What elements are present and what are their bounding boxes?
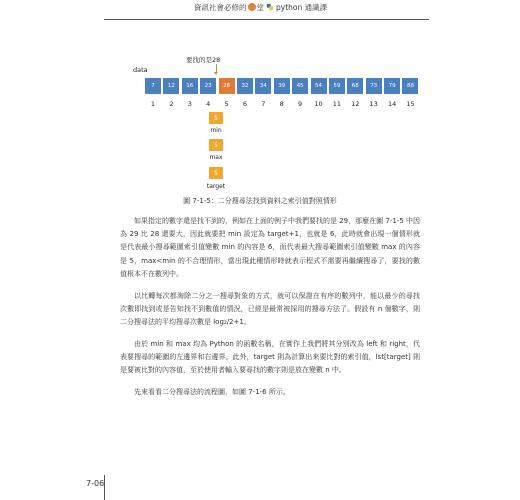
index-label: 15 bbox=[406, 100, 415, 108]
index-label: 14 bbox=[387, 100, 397, 108]
index-label: 9 bbox=[298, 100, 303, 108]
index-label: 4 bbox=[206, 100, 211, 108]
index-label: 1 bbox=[150, 100, 156, 108]
min-value-box: 5 bbox=[209, 112, 223, 124]
title-mid: 堂 bbox=[256, 3, 264, 12]
index-label: 10 bbox=[314, 100, 323, 108]
binary-search-figure bbox=[0, 0, 520, 215]
array-cell: 59 bbox=[329, 78, 345, 94]
target-arrow bbox=[216, 64, 217, 73]
array-cell: 39 bbox=[274, 78, 290, 94]
array-cell: 88 bbox=[402, 78, 418, 94]
index-label: 6 bbox=[242, 100, 248, 108]
index-label: 12 bbox=[351, 100, 360, 108]
index-label: 8 bbox=[279, 100, 284, 108]
data-label: data bbox=[133, 66, 148, 74]
paragraph-2: 以比轉每次都淘除二分之一搜尋對象的方式，就可以保證在有序的數列中，能以最少的尋找次數即找到或是告知找不到數值的情況，已經是最常被採用的搜尋方法了。假設有 n 個數字，則二分搜尋法的平均搜尋次數是 log₂/2+1。 bbox=[120, 292, 420, 327]
figure-caption: 圖 7-1-5：二分搜尋法找到資料之索引值對照情形 bbox=[183, 197, 337, 205]
data-array bbox=[145, 78, 421, 94]
max-label: max bbox=[209, 154, 223, 161]
array-cell-highlighted: 28 bbox=[219, 78, 235, 94]
index-label: 7 bbox=[261, 100, 266, 108]
title-right: python 通識課 bbox=[276, 3, 328, 12]
array-cell: 23 bbox=[200, 78, 216, 94]
title-left: 資訊社會必修的 bbox=[194, 3, 247, 12]
array-cell: 16 bbox=[182, 78, 198, 94]
array-cell: 68 bbox=[347, 78, 363, 94]
page-number: 7-06 bbox=[86, 479, 105, 488]
index-label: 2 bbox=[169, 100, 174, 108]
array-cell: 54 bbox=[311, 78, 327, 94]
min-label: min bbox=[210, 127, 222, 134]
index-label: 13 bbox=[369, 100, 378, 108]
paragraph-1: 如果指定的數字還是找不到的，例如在上面的例子中我們要找的是 29，那麼在圖 7-1-5 中因為 29 比 28 還要大，因此就要把 min 設定為 target+1，也就是 6，此時就會出現一個情形就是代表最小搜尋範圍索引值變數 min 的內容是 6，而代表最大搜尋範圍索引值變數 max 的內容是 5，max<min 的不合理情形，當出現此種情形時就表示程式不需要再繼續搜尋了，要找的數值根本不在數列中。 bbox=[120, 217, 420, 278]
array-cell: 34 bbox=[255, 78, 271, 94]
paragraph-4: 先來看看二分搜尋法的流程圖，如圖 7-1-6 所示。 bbox=[134, 388, 290, 396]
index-label: 3 bbox=[187, 100, 192, 108]
index-label: 11 bbox=[332, 100, 342, 108]
array-cell: 79 bbox=[384, 78, 400, 94]
index-row bbox=[145, 100, 421, 108]
search-target-label: 要找的是28 bbox=[186, 56, 221, 64]
target-value-box: 5 bbox=[209, 167, 223, 179]
paragraph-3: 由於 min 和 max 均為 Python 的函數名稱，在實作上我們將其分別改為 left 和 right，代表要搜尋的範圍的左邊界和右邊界。此外，target 則為計算出來要比對的索引值，lst[target] 則是要被比對的內容值，至於使用者輸入要尋找的數字則是放在變數 n 中。 bbox=[120, 340, 420, 375]
array-cell: 7 bbox=[145, 78, 161, 94]
array-cell: 12 bbox=[163, 78, 179, 94]
array-cell: 73 bbox=[366, 78, 382, 94]
array-cell: 45 bbox=[292, 78, 308, 94]
index-label: 5 bbox=[224, 100, 229, 108]
target-label: target bbox=[206, 183, 226, 190]
array-cell: 32 bbox=[237, 78, 253, 94]
max-value-box: 5 bbox=[209, 139, 223, 151]
